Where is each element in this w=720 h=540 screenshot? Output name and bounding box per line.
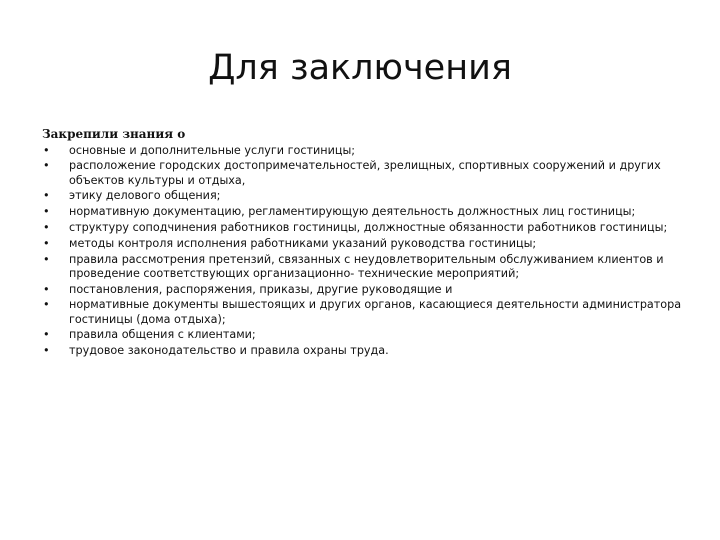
list-item-text: трудовое законодательство и правила охраны труда. [69,344,389,358]
list-item-text: постановления, распоряжения, приказы, другие руководящие и [69,282,453,296]
list-item [42,237,682,251]
bullet-icon: • [43,159,50,173]
bullet-icon: • [43,252,50,266]
bullet-icon: • [43,236,50,250]
list-item-text: методы контроля исполнения работниками указаний руководства гостиницы; [69,236,537,250]
bullet-icon: • [43,344,50,358]
list-item-text: основные и дополнительные услуги гостиницы; [69,143,356,157]
bullet-list [42,144,682,359]
list-item [42,344,682,358]
list-item [42,159,682,187]
slide-body [42,126,682,358]
bullet-icon: • [43,143,50,157]
bullet-icon: • [43,298,50,312]
list-item-text: правила рассмотрения претензий, связанных с неудовлетворительным обслуживанием клиентов и проведение соответствующих организационно- технические мероприятий; [69,252,664,280]
list-item-text: структуру соподчинения работников гостиницы, должностные обязанности работников гостиницы; [69,220,668,234]
bullet-icon: • [43,189,50,203]
lead-text: Закрепили знания о [42,127,186,141]
list-item-text: этику делового общения; [69,189,221,203]
bullet-icon: • [43,282,50,296]
list-item [42,205,682,219]
list-item [42,144,682,158]
bullet-icon: • [43,328,50,342]
bullet-icon: • [43,220,50,234]
list-item-text: нормативную документацию, регламентирующую деятельность должностных лиц гостиницы; [69,205,636,219]
list-item [42,221,682,235]
list-item [42,298,682,326]
bullet-icon: • [43,205,50,219]
list-item [42,253,682,281]
slide-title: Для заключения [208,48,512,88]
list-item-text: правила общения с клиентами; [69,328,256,342]
list-item-text: расположение городских достопримечательностей, зрелищных, спортивных сооружений и других объектов культуры и отдыха, [69,159,661,187]
list-item [42,189,682,203]
list-item [42,328,682,342]
list-item-text: нормативные документы вышестоящих и других органов, касающиеся деятельности администратора гостиницы (дома отдыха); [69,298,682,326]
list-item [42,283,682,297]
